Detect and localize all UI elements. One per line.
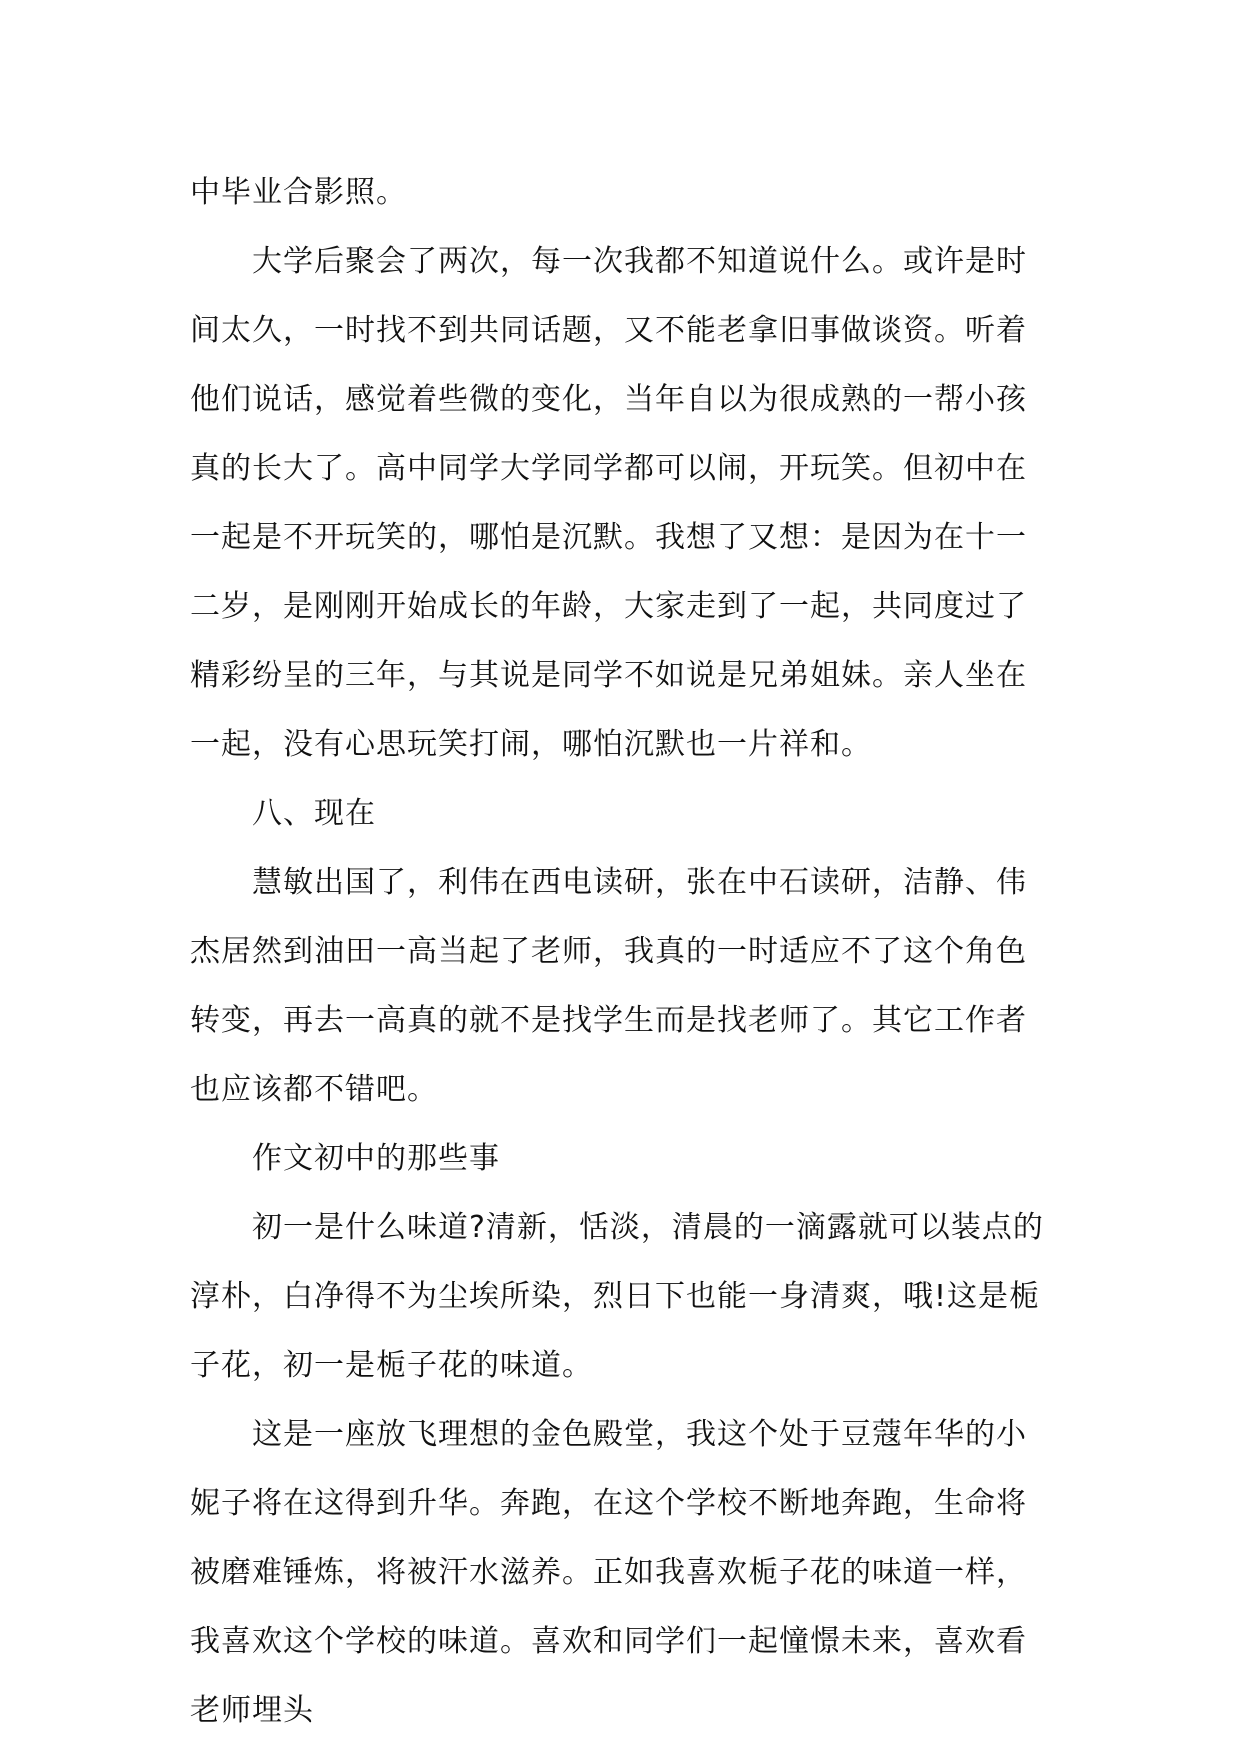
section-heading-now: 八、现在	[252, 796, 376, 831]
essay-title: 作文初中的那些事	[252, 1141, 500, 1176]
paragraph-reunion: 大学后聚会了两次，每一次我都不知道说什么。或许是时间太久，一时找不到共同话题，又不能老拿旧事做谈资。听着他们说话，感觉着些微的变化，当年自以为很成熟的一帮小孩真的长大了。高中同学大学同学都可以闹，开玩笑。但初中在一起是不开玩笑的，哪怕是沉默。我想了又想：是因为在十一二岁，是刚刚开始成长的年龄，大家走到了一起，共同度过了精彩纷呈的三年，与其说是同学不如说是兄弟姐妹。亲人坐在一起，没有心思玩笑打闹，哪怕沉默也一片祥和。	[190, 244, 1027, 762]
paragraph-continuation: 中毕业合影照。	[190, 175, 407, 210]
paragraph-golden-hall: 这是一座放飞理想的金色殿堂，我这个处于豆蔻年华的小妮子将在这得到升华。奔跑，在这个学校不断地奔跑，生命将被磨难锤炼，将被汗水滋养。正如我喜欢栀子花的味道一样，我喜欢这个学校的味道。喜欢和同学们一起憧憬未来，喜欢看老师埋头	[190, 1417, 1027, 1728]
paragraph-first-year-taste: 初一是什么味道?清新，恬淡，清晨的一滴露就可以装点的淳朴，白净得不为尘埃所染，烈日下也能一身清爽，哦!这是栀子花，初一是栀子花的味道。	[190, 1210, 1044, 1383]
document-body	[190, 158, 1052, 1745]
paragraph-classmates-now: 慧敏出国了，利伟在西电读研，张在中石读研，洁静、伟杰居然到油田一高当起了老师，我真的一时适应不了这个角色转变，再去一高真的就不是找学生而是找老师了。其它工作者也应该都不错吧。	[190, 865, 1027, 1107]
